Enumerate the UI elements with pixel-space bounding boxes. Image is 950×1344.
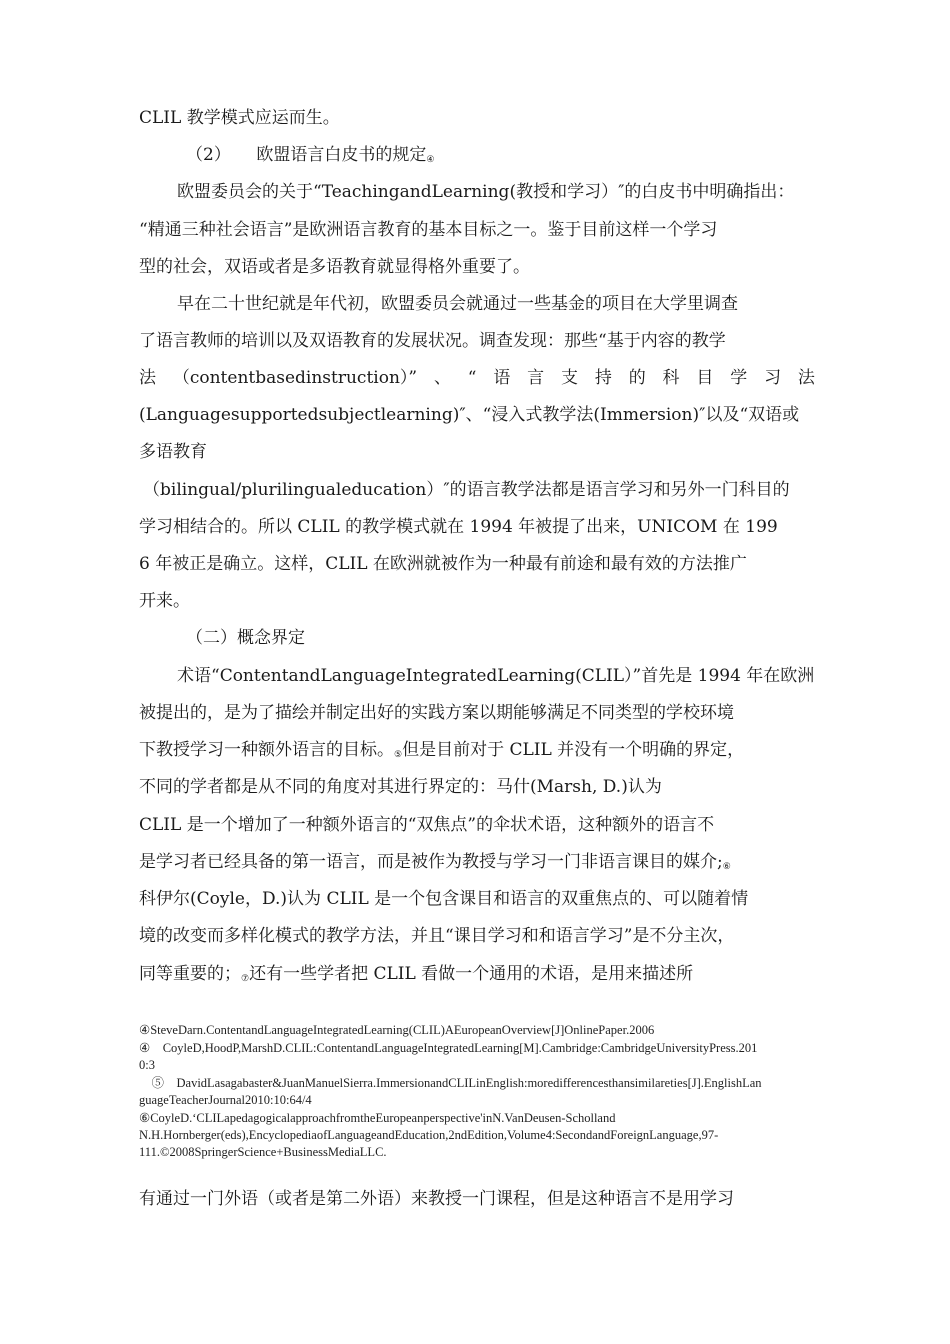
footnote: guageTeacherJournal2010:10:64/4 [139, 1093, 312, 1107]
line-text: 但是目前对于 CLIL 并没有一个明确的界定， [402, 740, 745, 760]
body-line: 科伊尔(Coyle，D.)认为 CLIL 是一个包含课目和语言的双重焦点的、可以随着情 [139, 889, 749, 909]
footnote-mark: ④ [426, 155, 435, 165]
body-line: “精通三种社会语言”是欧洲语言教育的基本目标之一。鉴于目前这样一个学习 [139, 220, 718, 240]
body-line: （bilingual/plurilingualeducation）″的语言教学法都是语言学习和另外一门科目的 [143, 480, 790, 500]
justified-line [139, 368, 815, 388]
word: 持 [594, 368, 612, 388]
body-line: 被提出的，是为了描绘并制定出好的实践方案以期能够满足不同类型的学校环境 [139, 703, 734, 723]
body-line: 有通过一门外语（或者是第二外语）来教授一门课程，但是这种语言不是用学习 [139, 1189, 734, 1209]
word: 支 [561, 368, 579, 388]
body-line: 开来。 [139, 591, 190, 611]
word: 言 [527, 368, 545, 388]
body-line [139, 964, 693, 987]
footnote-mark: ⑤ [394, 750, 403, 760]
body-line: 术语“ContentandLanguageIntegratedLearning(CLIL）”首先是 1994 年在欧洲 [177, 666, 815, 686]
section-heading [186, 145, 434, 168]
body-line [139, 740, 744, 763]
section-heading: （二）概念界定 [186, 628, 305, 648]
word: 、 [433, 368, 451, 388]
body-line [139, 852, 731, 875]
body-line: 学习相结合的。所以 CLIL 的教学模式就在 1994 年被提了出来，UNICOM 在 199 [139, 517, 778, 537]
word: （contentbasedinstruction）” [172, 368, 418, 388]
word: 目 [696, 368, 714, 388]
body-line: 早在二十世纪就是年代初，欧盟委员会就通过一些基金的项目在大学里调查 [177, 294, 738, 314]
body-line: (Languagesupportedsubjectlearning)″、“浸入式教学法(Immersion)″以及“双语或 [139, 405, 800, 425]
body-line: CLIL 是一个增加了一种额外语言的“双焦点”的伞状术语，这种额外的语言不 [139, 815, 715, 835]
footnote: ⑤ DavidLasagabaster&JuanManuelSierra.ImmersionandCLILinEnglish:moredifferencesthansimilareties[J].EnglishLan [139, 1076, 762, 1090]
line-text: 下教授学习一种额外语言的目标。 [139, 740, 394, 760]
word: 学 [730, 368, 748, 388]
footnote: ⑥CoyleD.‘CLILapedagogicalapproachfromtheEuropeanperspective'inN.VanDeusen-Scholland [139, 1111, 616, 1125]
footnote: ④SteveDarn.ContentandLanguageIntegratedLearning(CLIL)AEuropeanOverview[J]OnlinePaper.2006 [139, 1023, 655, 1037]
word: 语 [493, 368, 511, 388]
footnote: 111.©2008SpringerScience+BusinessMediaLLC. [139, 1145, 387, 1159]
word: 法 [797, 368, 815, 388]
line-text: 同等重要的； [139, 964, 241, 984]
section-heading-text: （2） 欧盟语言白皮书的规定 [186, 145, 427, 165]
footnote-mark: ⑦ [241, 974, 250, 984]
line-text: 是学习者已经具备的第一语言，而是被作为教授与学习一门非语言课目的媒介; [139, 852, 723, 872]
footnote: ④ CoyleD,HoodP,MarshD.CLIL:ContentandLanguageIntegratedLearning[M].Cambridge:CambridgeUniversityPress.201 [139, 1041, 758, 1055]
footnote: N.H.Hornberger(eds),EncyclopediaofLanguageandEducation,2ndEdition,Volume4:SecondandForeignLanguage,97- [139, 1128, 719, 1142]
line-text: 还有一些学者把 CLIL 看做一个通用的术语，是用来描述所 [249, 964, 694, 984]
body-line: 欧盟委员会的关于“TeachingandLearning(教授和学习）″的白皮书中明确指出： [177, 182, 795, 202]
body-line: 型的社会，双语或者是多语教育就显得格外重要了。 [139, 257, 530, 277]
body-line: 6 年被正是确立。这样，CLIL 在欧洲就被作为一种最有前途和最有效的方法推广 [139, 554, 747, 574]
body-line: 不同的学者都是从不同的角度对其进行界定的：马什(Marsh, D.)认为 [139, 777, 662, 797]
body-line: 了语言教师的培训以及双语教育的发展状况。调查发现：那些“基于内容的教学 [139, 331, 726, 351]
word: 法 [139, 368, 156, 388]
footnote-mark: ⑥ [722, 862, 731, 872]
body-line: 多语教育 [139, 442, 207, 462]
footnote: 0:3 [139, 1058, 155, 1072]
body-line: 境的改变而多样化模式的教学方法，并且“课目学习和和语言学习”是不分主次， [139, 926, 735, 946]
word: “ [467, 368, 477, 388]
word: 的 [628, 368, 646, 388]
word: 习 [764, 368, 782, 388]
body-line: CLIL 教学模式应运而生。 [139, 108, 340, 128]
word: 科 [662, 368, 680, 388]
